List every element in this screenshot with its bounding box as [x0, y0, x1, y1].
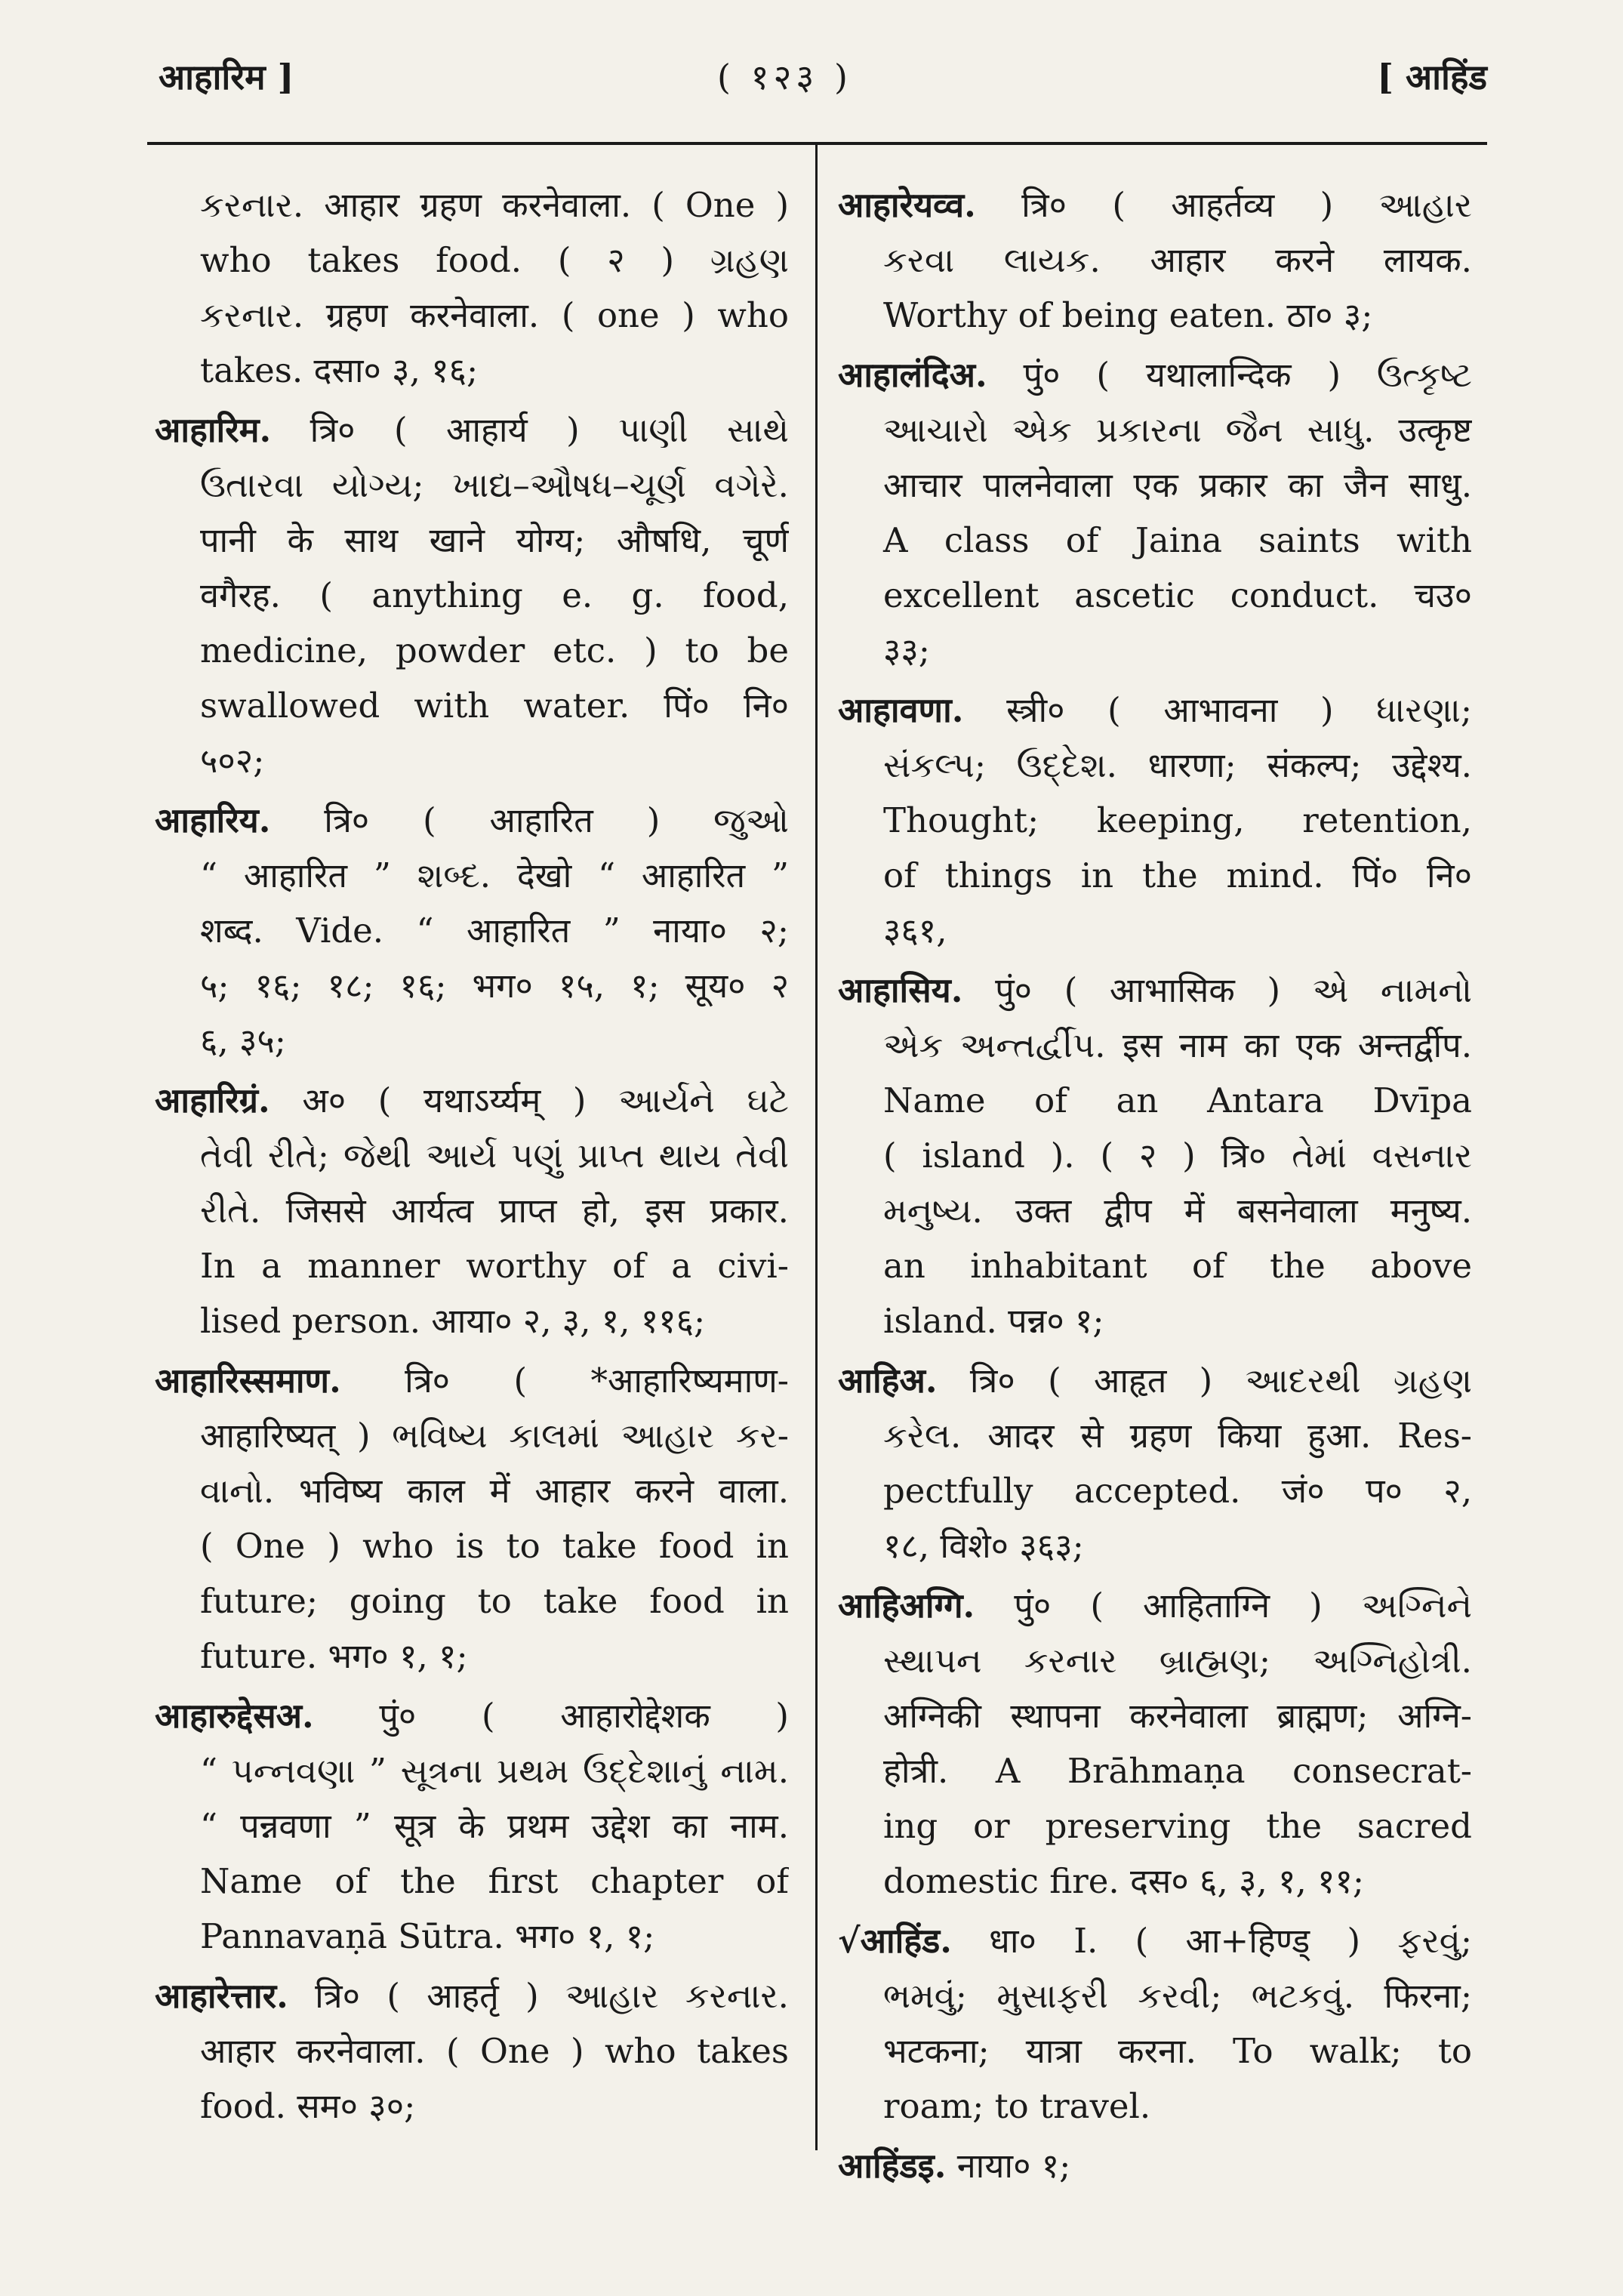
- entry-text: તેવી રીતે; જેથી આર્ય પણું પ્રાપ્ત થાય તેવી: [200, 1136, 789, 1176]
- entry-headword: आहारिग्रं.: [155, 1080, 270, 1120]
- entry-text: an inhabitant of the above: [883, 1246, 1472, 1286]
- entry-headword: आहिअग्गि.: [838, 1586, 975, 1626]
- entry-headword: आहिंडइ.: [838, 2146, 947, 2186]
- entry-text: lised person. आया० २, ३, १, ११६;: [200, 1301, 706, 1341]
- entry-line: [155, 513, 789, 568]
- entry-line: [155, 1518, 789, 1573]
- entry-text: पुं० ( आभासिक ) એ નામનો: [962, 970, 1472, 1010]
- entry-headword: √आहिंड.: [838, 1921, 952, 1961]
- entry-text: धा० I. ( आ+हिण्ड् ) ફરવું;: [951, 1921, 1472, 1961]
- entry-headword: आहिअ.: [838, 1361, 938, 1401]
- entry-line: [155, 2023, 789, 2079]
- entry-text: “ पन्नवणा ” सूत्र के प्रथम उद्देश का नाम.: [200, 1806, 789, 1846]
- entry-line: [838, 1968, 1472, 2023]
- entry-line: [155, 1238, 789, 1293]
- entry-line: [838, 458, 1472, 513]
- entry-text: રીતે. जिससे आर्यत्व प्राप्त हो, इस प्रकार.: [200, 1191, 789, 1231]
- entry-line: [155, 458, 789, 513]
- dictionary-entry: [838, 177, 1472, 343]
- entry-line: [155, 1293, 789, 1348]
- entry-text: ३३;: [883, 630, 930, 670]
- entry-line: [155, 1573, 789, 1629]
- entry-line: [155, 1128, 789, 1183]
- entry-line: [838, 1913, 1472, 1968]
- entry-text: ५; १६; १८; १६; भग० १५, १; सूय० २: [200, 966, 789, 1006]
- entry-headword: आहारिय.: [155, 800, 271, 840]
- entry-text: future; going to take food in: [200, 1581, 789, 1621]
- entry-line: [155, 1688, 789, 1743]
- page-header: [0, 45, 1623, 113]
- entry-headword: आहारुद्देसअ.: [155, 1696, 314, 1736]
- entry-line: [838, 903, 1472, 958]
- entry-line: [155, 623, 789, 678]
- entry-line: [838, 1463, 1472, 1518]
- entry-text: Worthy of being eaten. ठा० ३;: [883, 295, 1373, 335]
- entry-text: पुं० ( यथालान्दिक ) ઉત્કૃષ્ટ: [987, 355, 1472, 395]
- entry-text: आहार करनेवाला. ( One ) who takes: [200, 2031, 789, 2071]
- entry-line: [838, 1018, 1472, 1073]
- entry-text: त्रि० ( आहार्य ) પાણી સાથે: [271, 410, 789, 450]
- entry-text: आचार पालनेवाला एक प्रकार का जैन साधु.: [883, 465, 1472, 505]
- right-column: [838, 177, 1472, 2198]
- dictionary-entry: [155, 793, 789, 1068]
- entry-text: Name of an Antara Dvīpa: [883, 1080, 1472, 1120]
- entry-line: [838, 1688, 1472, 1743]
- entry-line: [838, 568, 1472, 623]
- entry-text: મનુષ્ય. उक्त द्वीप में बसनेवाला मनुष्य.: [883, 1191, 1472, 1231]
- entry-line: [838, 513, 1472, 568]
- entry-text: वगैरह. ( anything e. g. food,: [200, 575, 789, 615]
- entry-text: ( island ). ( २ ) त्रि० તેમાં વસનાર: [883, 1136, 1472, 1176]
- dictionary-entry: [155, 1073, 789, 1348]
- entry-text: त्रि० ( आहारित ) જુઓ: [270, 800, 789, 840]
- entry-line: [155, 1408, 789, 1463]
- entry-line: [838, 1408, 1472, 1463]
- entry-text: takes. दसा० ३, १६;: [200, 350, 479, 390]
- entry-text: ५०२;: [200, 741, 265, 781]
- entry-text: roam; to travel.: [883, 2086, 1151, 2126]
- entry-text: “ आहारित ” શબ્દ. देखो “ आहारित ”: [200, 855, 789, 895]
- running-head-left: आहारिम ]: [159, 57, 294, 97]
- entry-line: [838, 1128, 1472, 1183]
- entry-text: ભમવું; મુસાફરી કરવી; ભટકવું. फिरना;: [883, 1976, 1472, 2016]
- entry-text: કરવા લાયક. आहार करने लायक.: [883, 240, 1472, 280]
- entry-text: १८, विशे० ३६३;: [883, 1526, 1084, 1566]
- entry-line: [838, 963, 1472, 1018]
- entry-line: [838, 1578, 1472, 1633]
- entry-line: [155, 793, 789, 848]
- dictionary-entry: [155, 402, 789, 788]
- entry-line: [838, 2138, 1472, 2193]
- entry-text: island. पन्न० १;: [883, 1301, 1104, 1341]
- entry-text: त्रि० ( आहृत ) આદરથી ગ્રહણ: [937, 1361, 1472, 1401]
- entry-line: [155, 402, 789, 458]
- entry-line: [838, 1798, 1472, 1854]
- entry-text: domestic fire. दस० ६, ३, १, ११;: [883, 1861, 1365, 1901]
- entry-text: excellent ascetic conduct. चउ०: [883, 575, 1472, 615]
- running-head-right: [ आहिंड: [1377, 57, 1487, 97]
- entry-text: ३६१,: [883, 911, 947, 951]
- entry-line: [838, 623, 1472, 678]
- entry-line: [838, 1293, 1472, 1348]
- entry-line: [155, 1629, 789, 1684]
- dictionary-entry: [155, 1353, 789, 1684]
- entry-text: स्त्री० ( आभावना ) ધારણા;: [963, 690, 1472, 730]
- entry-text: अ० ( यथाऽर्य्यम् ) આર્યને ઘટે: [269, 1080, 789, 1120]
- entry-text: ( One ) who is to take food in: [200, 1526, 789, 1566]
- entry-line: [155, 1353, 789, 1408]
- entry-line: [838, 1854, 1472, 1909]
- entry-line: [155, 1013, 789, 1068]
- entry-line: [155, 177, 789, 233]
- dictionary-entry: [155, 177, 789, 398]
- entry-line: [838, 288, 1472, 343]
- entry-text: त्रि० ( आहर्तृ ) આહાર કરનાર.: [288, 1976, 789, 2016]
- entry-line: [155, 1073, 789, 1128]
- entry-headword: आहारेयव्व.: [838, 185, 976, 225]
- entry-text: अग्निकी स्थापना करनेवाला ब्राह्मण; अग्नि-: [883, 1696, 1472, 1736]
- entry-line: [155, 288, 789, 343]
- entry-line: [838, 848, 1472, 903]
- entry-text: કરનાર. ग्रहण करनेवाला. ( one ) who: [200, 295, 789, 335]
- dictionary-entry: [155, 1688, 789, 1964]
- entry-text: of things in the mind. पिं० नि०: [883, 855, 1472, 895]
- entry-text: होत्री. A Brāhmaṇa consecrat-: [883, 1751, 1472, 1791]
- entry-text: भटकना; यात्रा करना. To walk; to: [883, 2031, 1472, 2071]
- entry-line: [838, 1353, 1472, 1408]
- entry-headword: आहालंदिअ.: [838, 355, 987, 395]
- entry-text: “ પન્નવણા ” સૂત્રના પ્રથમ ઉદ્દેશાનું નામ.: [200, 1751, 789, 1791]
- entry-line: [155, 903, 789, 958]
- entry-line: [838, 2079, 1472, 2134]
- entry-line: [838, 793, 1472, 848]
- dictionary-entry: [838, 347, 1472, 678]
- dictionary-entry: [838, 683, 1472, 958]
- left-column: [155, 177, 789, 2138]
- entry-text: पानी के साथ खाने योग्य; औषधि, चूर्ण: [200, 520, 789, 560]
- entry-text: who takes food. ( २ ) ગ્રહણ: [200, 240, 789, 280]
- entry-line: [838, 1238, 1472, 1293]
- entry-line: [838, 347, 1472, 402]
- entry-text: medicine, powder etc. ) to be: [200, 630, 789, 670]
- entry-text: એક અન્તર્દ્વીપ. इस नाम का एक अन्तर्द्वीप.: [883, 1025, 1472, 1065]
- entry-line: [838, 2023, 1472, 2079]
- entry-text: વાનો. भविष्य काल में आहार करने वाला.: [200, 1471, 789, 1511]
- dictionary-entry: [838, 963, 1472, 1348]
- entry-headword: आहारिस्समाण.: [155, 1361, 341, 1401]
- entry-text: Pannavaṇā Sūtra. भग० १, १;: [200, 1916, 655, 1956]
- entry-text: કરનાર. आहार ग्रहण करनेवाला. ( One ): [200, 185, 789, 225]
- entry-line: [838, 683, 1472, 738]
- entry-text: Thought; keeping, retention,: [883, 800, 1472, 840]
- entry-text: A class of Jaina saints with: [883, 520, 1472, 560]
- entry-text: ઉતારવા યોગ્ય; ખાદ્ય–ઔષધ–ચૂર્ણ વગેરે.: [200, 465, 789, 505]
- entry-line: [838, 233, 1472, 288]
- entry-line: [155, 1798, 789, 1854]
- entry-text: त्रि० ( *आहारिष्यमाण-: [340, 1361, 789, 1401]
- dictionary-entry: [838, 2138, 1472, 2193]
- entry-line: [155, 1909, 789, 1964]
- entry-line: [838, 402, 1472, 458]
- entry-line: [838, 1743, 1472, 1798]
- entry-line: [155, 1463, 789, 1518]
- entry-line: [838, 738, 1472, 793]
- entry-line: [155, 1183, 789, 1238]
- dictionary-entry: [838, 1353, 1472, 1573]
- dictionary-entry: [838, 1578, 1472, 1909]
- dictionary-entry: [155, 1968, 789, 2134]
- dictionary-entry: [838, 1913, 1472, 2134]
- entry-text: आहारिष्यत् ) ભવિષ્ય કાલમાં આહાર કર-: [200, 1416, 789, 1456]
- entry-line: [155, 233, 789, 288]
- entry-text: સંકલ્પ; ઉદ્દેશ. धारणा; संकल्प; उद्देश्य.: [883, 745, 1472, 785]
- entry-text: ing or preserving the sacred: [883, 1806, 1472, 1846]
- entry-text: Name of the first chapter of: [200, 1861, 789, 1901]
- entry-text: शब्द. Vide. “ आहारित ” नाया० २;: [200, 911, 789, 951]
- entry-line: [838, 1183, 1472, 1238]
- entry-line: [838, 177, 1472, 233]
- entry-line: [155, 343, 789, 398]
- entry-line: [155, 568, 789, 623]
- entry-headword: आहारिम.: [155, 410, 272, 450]
- entry-text: पुं० ( आहिताग्नि ) અગ્નિને: [975, 1586, 1472, 1626]
- column-divider: [815, 142, 818, 2150]
- page-number: ( १२३ ): [717, 57, 852, 97]
- entry-line: [838, 1073, 1472, 1128]
- entry-headword: आहावणा.: [838, 690, 964, 730]
- entry-line: [155, 2079, 789, 2134]
- entry-text: In a manner worthy of a civi-: [200, 1246, 789, 1286]
- entry-line: [155, 678, 789, 733]
- entry-text: swallowed with water. पिं० नि०: [200, 686, 789, 726]
- entry-headword: आहारेत्तार.: [155, 1976, 288, 2016]
- entry-text: આચારો એક પ્રકારના જૈન સાધુ. उत्कृष्ट: [883, 410, 1472, 450]
- entry-line: [155, 733, 789, 788]
- entry-text: કરેલ. आदर से ग्रहण किया हुआ. Res-: [883, 1416, 1472, 1456]
- entry-line: [155, 958, 789, 1013]
- entry-text: સ્થાપન કરનાર બ્રાહ્મણ; અગ્નિહોત્રી.: [883, 1641, 1472, 1681]
- entry-line: [155, 1854, 789, 1909]
- entry-text: food. सम० ३०;: [200, 2086, 416, 2126]
- entry-line: [155, 1743, 789, 1798]
- entry-text: ६, ३५;: [200, 1021, 286, 1061]
- entry-text: pectfully accepted. जं० प० २,: [883, 1471, 1472, 1511]
- entry-line: [838, 1633, 1472, 1688]
- entry-text: त्रि० ( आहर्तव्य ) આહાર: [975, 185, 1472, 225]
- entry-line: [838, 1518, 1472, 1573]
- entry-text: नाया० १;: [946, 2146, 1071, 2186]
- entry-headword: आहासिय.: [838, 970, 963, 1010]
- entry-text: पुं० ( आहारोद्देशक ): [313, 1696, 789, 1736]
- entry-line: [155, 1968, 789, 2023]
- entry-line: [155, 848, 789, 903]
- entry-text: future. भग० १, १;: [200, 1636, 468, 1676]
